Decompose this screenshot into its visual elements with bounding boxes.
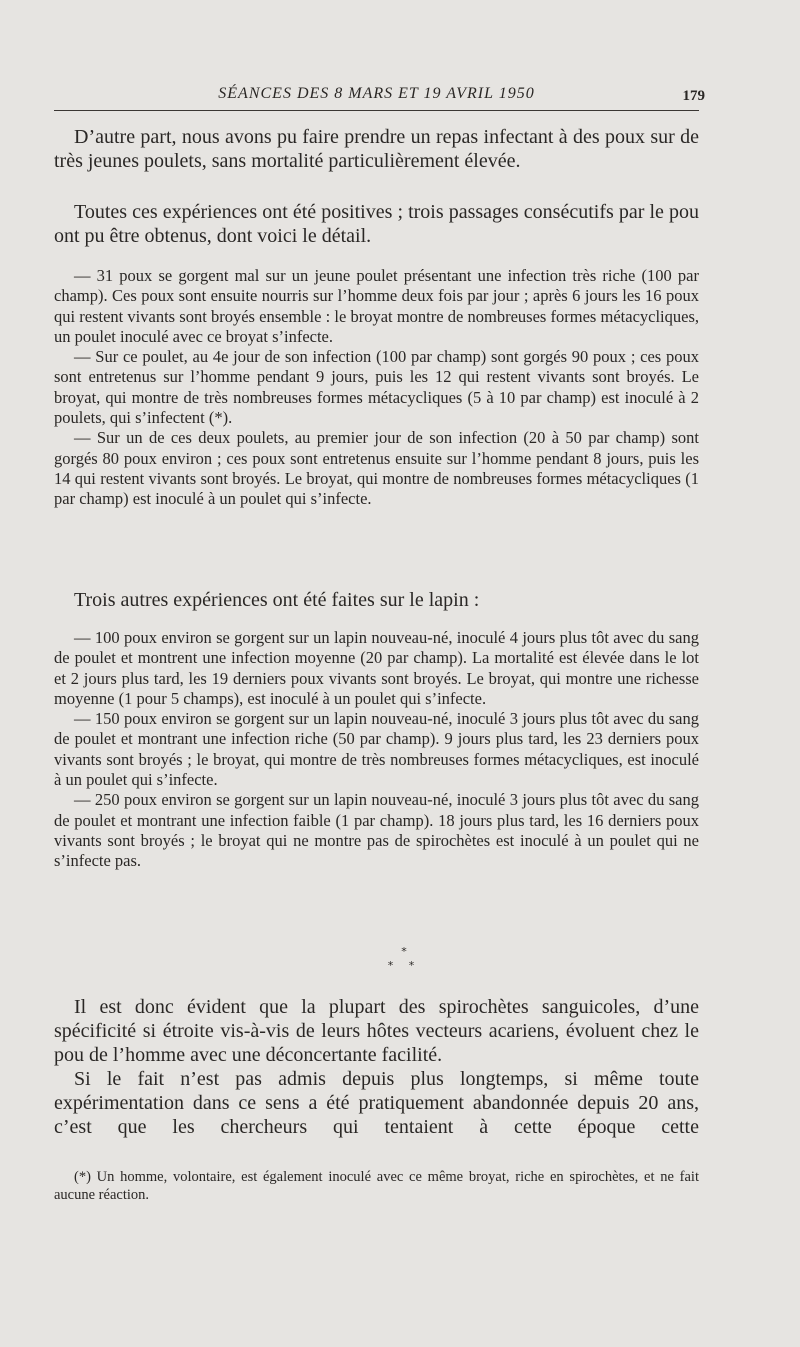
experiment-paragraph: — Sur un de ces deux poulets, au premier jour de son infection (20 à 50 par champ) sont gorgés 80 poux environ ; ces poux sont entretenus ensuite sur l’homme pendant 8 jours, puis les 14 qui restent vivants sont broyés. Le broyat, qui montre de nombreuses formes métacycliques (1 par champ) est inoculé à un poulet qui s’infecte.: [54, 428, 699, 509]
conclusion-section: [54, 995, 699, 1139]
asterism-top: *: [401, 945, 407, 958]
conclusion-paragraph: Si le fait n’est pas admis depuis plus longtemps, si même toute expérimentation dans ce sens a été pratiquement abandonnée depuis 20 ans, c’est que les chercheurs qui tentaient à cette époque cette: [54, 1068, 699, 1138]
running-header: [54, 80, 705, 111]
intro-section: [54, 125, 699, 173]
chicken-experiments: [54, 266, 699, 510]
experiment-paragraph: — 150 poux environ se gorgent sur un lapin nouveau-né, inoculé 3 jours plus tôt avec du sang de poulet et montrant une infection riche (50 par champ). 9 jours plus tard, les 23 derniers poux vivants sont broyés ; le broyat, qui montre de très nombreuses formes métacycliques, est inoculé à un poulet qui s’infecte.: [54, 709, 699, 790]
conclusion-paragraph: Il est donc évident que la plupart des spirochètes sanguicoles, d’une spécificité si étroite vis-à-vis de leurs hôtes vecteurs acariens, évoluent chez le pou de l’homme avec une déconcertante facilité.: [54, 996, 699, 1066]
rabbit-intro: Trois autres expériences ont été faites sur le lapin :: [74, 589, 480, 611]
page-number: 179: [682, 88, 705, 104]
section-separator: [0, 945, 800, 973]
experiment-paragraph: — 100 poux environ se gorgent sur un lapin nouveau-né, inoculé 4 jours plus tôt avec du sang de poulet et montrent une infection moyenne (20 par champ). La mortalité est élevée dans le lot et 2 jours plus tard, les 19 derniers poux vivants sont broyés. Le broyat, qui montre une richesse moyenne (1 pour 5 champs), est inoculé à un poulet qui s’infecte.: [54, 628, 699, 708]
intro-paragraph: D’autre part, nous avons pu faire prendre un repas infectant à des poux sur de très jeunes poulets, sans mortalité particulièrement élevée.: [54, 126, 699, 172]
intro-section-2: [54, 200, 699, 248]
experiment-paragraph: — 31 poux se gorgent mal sur un jeune poulet présentant une infection très riche (100 par champ). Ces poux sont ensuite nourris sur l’homme deux fois par jour ; après 6 jours les 16 poux qui restent vivants sont broyés ensemble : le broyat montre de nombreuses formes métacycliques, un poulet inoculé avec ce broyat s’infecte.: [54, 266, 699, 346]
experiment-paragraph: — Sur ce poulet, au 4e jour de son infection (100 par champ) sont gorgés 90 poux ; ces poux sont entretenus sur l’homme pendant 9 jours, puis les 12 qui restent vivants sont broyés. Le broyat, qui montre de très nombreuses formes métacycliques (5 à 10 par champ) est inoculé à 2 poulets, qui s’infectent (*).: [54, 347, 699, 428]
running-title: SÉANCES DES 8 MARS ET 19 AVRIL 1950: [218, 85, 535, 102]
rabbit-experiments: [54, 628, 699, 872]
experiment-paragraph: — 250 poux environ se gorgent sur un lapin nouveau-né, inoculé 3 jours plus tôt avec du sang de poulet et montrant une infection faible (1 par champ). 18 jours plus tard, les 16 derniers poux vivants sont broyés ; le broyat qui ne montre pas de spirochètes est inoculé à un poulet qui ne s’infecte pas.: [54, 790, 699, 871]
intro-paragraph: Toutes ces expériences ont été positives ; trois passages consécutifs par le pou ont pu être obtenus, dont voici le détail.: [54, 201, 699, 247]
asterism-bottom: * *: [387, 959, 421, 972]
footnote: (*) Un homme, volontaire, est également inoculé avec ce même broyat, riche en spirochètes, et ne fait aucune réaction.: [54, 1169, 699, 1203]
footnote-section: [54, 1168, 699, 1204]
rabbit-intro-section: [54, 588, 699, 612]
